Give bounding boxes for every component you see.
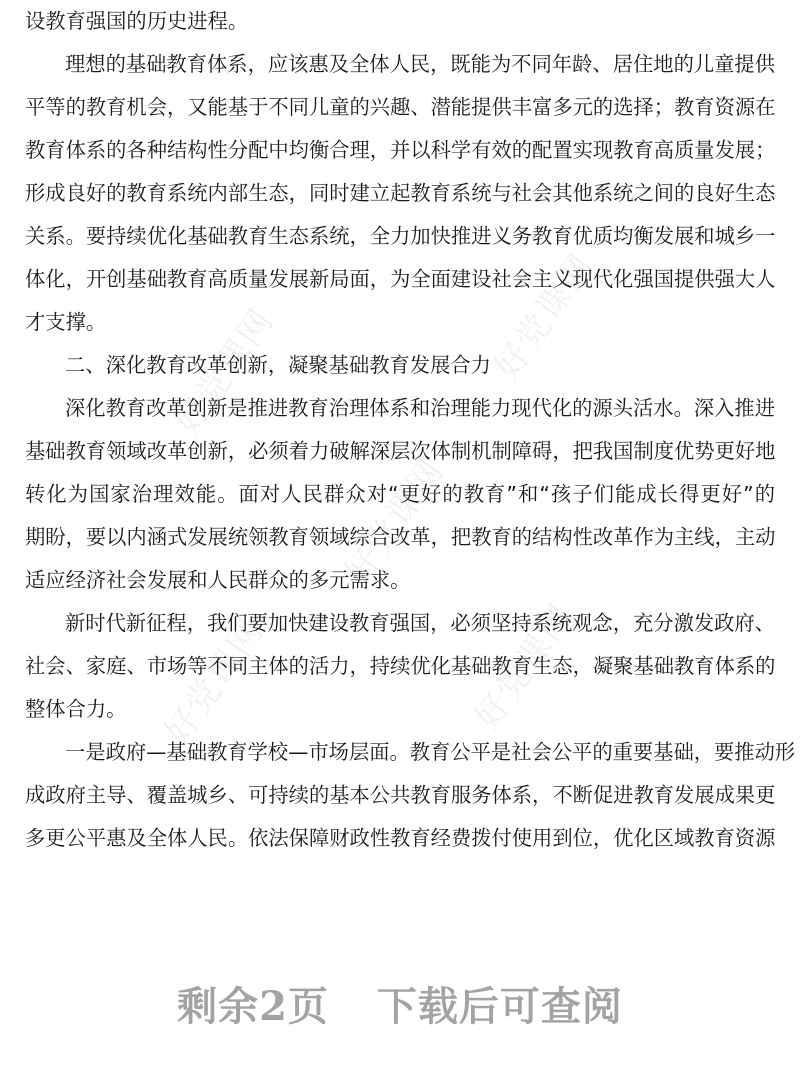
text-line: 多更公平惠及全体人民。依法保障财政性教育经费拨付使用到位，优化区域教育资源 (25, 826, 776, 850)
text-line: 关系。要持续优化基础教育生态系统，全力加快推进义务教育优质均衡发展和城乡一 (25, 224, 776, 248)
watermark: 好党课网 (157, 611, 273, 752)
text-line: 形成良好的教育系统内部生态，同时建立起教育系统与社会其他系统之间的良好生态 (25, 181, 776, 205)
watermark: 好党课网 (337, 451, 453, 592)
watermark: 好党课网 (167, 301, 283, 442)
watermark: 好党课网 (487, 246, 603, 387)
download-prompt-label: 下载后可查阅 (376, 983, 623, 1030)
text-line: 社会、家庭、市场等不同主体的活力，持续优化基础教育生态，凝聚基础教育体系的 (25, 654, 776, 678)
text-line: 理想的基础教育体系，应该惠及全体人民，既能为不同年龄、居住地的儿童提供 (65, 52, 775, 76)
section-heading: 二、深化教育改革创新，凝聚基础教育发展合力 (65, 353, 491, 377)
watermark: 好党课网 (467, 596, 583, 737)
text-line: 一是政府—基础教育学校—市场层面。教育公平是社会公平的重要基础，要推动形 (65, 740, 796, 764)
text-line: 设教育强国的历史进程。 (25, 9, 249, 33)
text-line: 深化教育改革创新是推进教育治理体系和治理能力现代化的源头活水。深入推进 (65, 396, 775, 420)
text-line: 转化为国家治理效能。面对人民群众对“更好的教育”和“孩子们能成长得更好”的 (25, 482, 775, 506)
document-page (25, 0, 796, 860)
text-line: 期盼，要以内涵式发展统领教育领域综合改革，把教育的结构性改革作为主线，主动 (25, 525, 776, 549)
text-line: 才支撑。 (25, 310, 107, 334)
text-line: 成政府主导、覆盖城乡、可持续的基本公共教育服务体系，不断促进教育发展成果更 (25, 783, 776, 807)
text-line: 整体合力。 (25, 697, 127, 721)
text-line: 基础教育领域改革创新，必须着力破解深层次体制机制障碍，把我国制度优势更好地 (25, 439, 776, 463)
text-line: 新时代新征程，我们要加快建设教育强国，必须坚持系统观念，充分激发政府、 (65, 611, 775, 635)
remaining-pages-label: 剩余2页 (177, 983, 329, 1030)
text-line: 教育体系的各种结构性分配中均衡合理，并以科学有效的配置实现教育高质量发展； (25, 138, 776, 162)
text-line: 体化，开创基础教育高质量发展新局面，为全面建设社会主义现代化强国提供强大人 (25, 267, 776, 291)
text-line: 平等的教育机会，又能基于不同儿童的兴趣、潜能提供丰富多元的选择；教育资源在 (25, 95, 776, 119)
remaining-pages-banner[interactable] (0, 975, 800, 1035)
text-line: 适应经济社会发展和人民群众的多元需求。 (25, 568, 411, 592)
